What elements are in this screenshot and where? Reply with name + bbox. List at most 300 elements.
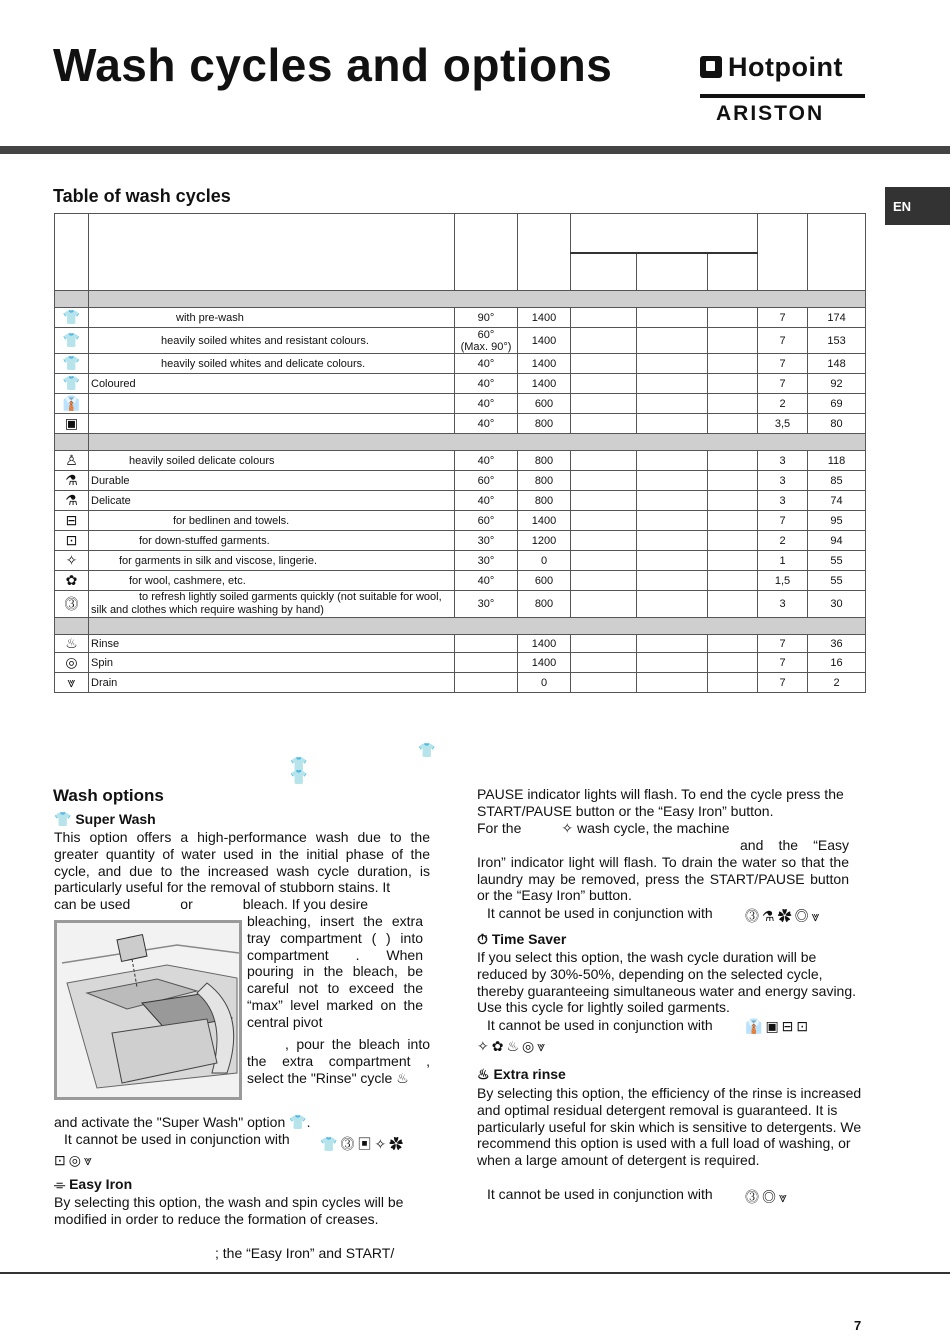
silk-icon: ✧: [561, 820, 574, 836]
max-temperature: [455, 653, 518, 673]
detergent-cell: [637, 394, 708, 414]
max-load: 7: [758, 374, 808, 394]
cycle-description-text: to refresh lightly soiled garments quickly (not suitable for wool, silk and clothes which require washing by hand): [91, 591, 442, 616]
rinse-icon: ♨: [396, 1069, 409, 1086]
header-cell: [571, 214, 758, 253]
super-wash-heading: [54, 811, 156, 827]
detergent-cell: [708, 491, 758, 511]
table-row: [55, 551, 866, 571]
detergent-cell: [571, 673, 637, 693]
cycle-description: [89, 531, 455, 551]
super-wash-text-part: , pour the bleach into the extra compartment , select the "Rinse" cycle: [247, 1036, 430, 1086]
footer-tick: [0, 1272, 8, 1274]
table-row: [55, 328, 866, 354]
cycle-description-text: heavily soiled whites and delicate colours.: [161, 357, 366, 370]
logo-mark-icon: [700, 56, 722, 78]
detergent-cell: [637, 673, 708, 693]
super-wash-label: Super Wash: [75, 811, 156, 827]
detergent-cell: [708, 414, 758, 434]
cotton-icon: 👕: [320, 1136, 341, 1152]
shirts-icon: 👔: [745, 1018, 766, 1034]
group-cell: [55, 618, 89, 635]
detergent-cell: [571, 591, 637, 618]
detergent-cell: [708, 571, 758, 591]
max-speed: 600: [518, 394, 571, 414]
detergent-cell: [571, 551, 637, 571]
drawer-drawing: [57, 923, 239, 1097]
cycle-description-text: Drain: [91, 676, 118, 689]
cycle-description-text: heavily soiled delicate colours: [129, 454, 275, 467]
cycle-description-text: for garments in silk and viscose, lingerie.: [119, 554, 318, 567]
table-row: [55, 374, 866, 394]
cycle-icon-cell: [55, 635, 89, 653]
max-load: 7: [758, 354, 808, 374]
cycle-icon-cell: [55, 308, 89, 328]
super-wash-text-part: can be used: [54, 896, 131, 912]
detergent-cell: [637, 491, 708, 511]
max-speed: 1400: [518, 511, 571, 531]
detergent-cell: [708, 451, 758, 471]
cycle-icon-cell: [55, 551, 89, 571]
cotton-icon: 👕: [62, 332, 81, 348]
detergent-cell: [708, 673, 758, 693]
easy-iron-heading: [54, 1176, 132, 1192]
max-speed: 1400: [518, 328, 571, 354]
extra-rinse-icon: ♨: [477, 1066, 490, 1082]
group-cell: [89, 618, 866, 635]
extra-rinse-label: Extra rinse: [493, 1066, 566, 1082]
express-icon: ⓷: [745, 1189, 762, 1205]
spin-icon: ◎: [68, 1152, 84, 1168]
super-wash-text-part: and activate the "Super Wash" option: [54, 1114, 286, 1130]
silk-icon: ✧: [477, 1038, 492, 1054]
detergent-cell: [571, 308, 637, 328]
detergent-cell: [637, 414, 708, 434]
wash-options-title: Wash options: [53, 786, 164, 805]
header-cell: [571, 253, 637, 291]
cycle-duration: 55: [808, 551, 866, 571]
detergent-cell: [708, 374, 758, 394]
cycle-duration: 2: [808, 673, 866, 693]
cycle-duration: 153: [808, 328, 866, 354]
max-load: 7: [758, 308, 808, 328]
page-number: 7: [854, 1318, 862, 1333]
max-load: 3: [758, 471, 808, 491]
cycle-description-text: Delicate: [91, 494, 131, 507]
detergent-cell: [637, 451, 708, 471]
cycle-duration: 30: [808, 591, 866, 618]
max-temperature: 60°: [455, 511, 518, 531]
synthetic-durable-icon: ⚗: [65, 472, 78, 488]
detergent-cell: [571, 571, 637, 591]
easy-iron-text-part: It cannot be used in conjunction with: [487, 905, 713, 921]
cycle-icon-cell: [55, 531, 89, 551]
cycle-description: [89, 571, 455, 591]
max-temperature: [455, 635, 518, 653]
drain-icon: ⩔: [779, 1189, 790, 1205]
table-row: [55, 308, 866, 328]
cycle-description: [89, 328, 455, 354]
max-load: 7: [758, 328, 808, 354]
super-wash-text: [247, 1036, 430, 1086]
table-row: [55, 414, 866, 434]
max-speed: 1400: [518, 354, 571, 374]
detergent-cell: [637, 354, 708, 374]
table-row: [55, 591, 866, 618]
wool-icon: ✿: [389, 1136, 407, 1152]
table-header-row: [55, 214, 866, 253]
super-wash-text: bleaching, insert the extra tray compartment ( ) into compartment . When pouring in the bleach, be careful not to exceed the “max” level marked on the central pivot: [247, 913, 423, 1030]
cycle-duration: 148: [808, 354, 866, 374]
header-cell: [55, 214, 89, 291]
detergent-cell: [637, 591, 708, 618]
easy-iron-text: By selecting this option, the wash and spin cycles will be modified in order to reduce the formation of creases.: [54, 1194, 404, 1227]
spin-icon: ◎: [65, 654, 78, 670]
super-wash-text-part: bleach. If you desire: [242, 896, 369, 912]
express-icon: ⓷: [340, 1136, 358, 1152]
super-wash-text-part: It cannot be used in conjunction with: [64, 1131, 290, 1147]
cycle-icon-cell: [55, 673, 89, 693]
group-cell: [55, 291, 89, 308]
duvet-icon: ⊡: [65, 532, 78, 548]
max-temperature: 40°: [455, 451, 518, 471]
max-temperature: 90°: [455, 308, 518, 328]
table-row: [55, 394, 866, 414]
super-wash-icon: 👕: [62, 309, 81, 325]
table-row: [55, 673, 866, 693]
max-speed: 800: [518, 591, 571, 618]
max-temperature: 40°: [455, 571, 518, 591]
time-saver-text: If you select this option, the wash cycle duration will be reduced by 30%-50%, depending on the selected cycle, thereby guaranteeing simultaneous water and energy saving. Use this cycle for lightly soiled garments.: [477, 949, 857, 1016]
shirts-icon: 👔: [62, 395, 81, 411]
drain-icon: ⩔: [811, 908, 823, 924]
spin-icon: ◎: [522, 1038, 538, 1054]
header-cell: [518, 214, 571, 291]
easy-iron-label: Easy Iron: [69, 1176, 133, 1192]
header-cell: [637, 253, 708, 291]
super-wash-text: and activate the "Super Wash" option 👕.: [54, 1114, 311, 1130]
wool-icon: ✿: [65, 572, 78, 588]
header-cell: [808, 214, 866, 291]
cycle-duration: 95: [808, 511, 866, 531]
cycle-description-text: for wool, cashmere, etc.: [129, 574, 246, 587]
header-cell: [89, 214, 455, 291]
cotton-icon: 👕: [418, 742, 436, 758]
easy-iron-exclusions: [745, 906, 822, 926]
cycle-description-text: Rinse: [91, 637, 120, 650]
footer-divider: [8, 1272, 950, 1274]
table-row: [55, 531, 866, 551]
table-row: [55, 471, 866, 491]
stopwatch-icon: ⏱: [477, 931, 488, 947]
detergent-cell: [571, 451, 637, 471]
table-row: [55, 354, 866, 374]
cycle-icon-cell: [55, 491, 89, 511]
detergent-cell: [571, 531, 637, 551]
detergent-cell: [637, 653, 708, 673]
easy-iron-text: [477, 820, 857, 837]
drain-icon: ⩔: [537, 1038, 549, 1054]
silk-icon: ✧: [65, 552, 78, 568]
max-load: 3: [758, 591, 808, 618]
cycle-duration: 80: [808, 414, 866, 434]
cotton-icon: 👕: [290, 769, 308, 785]
header-cell: [455, 214, 518, 291]
extra-rinse-heading: [477, 1066, 566, 1082]
max-temperature: 40°: [455, 354, 518, 374]
brand-name: Hotpoint: [728, 52, 843, 82]
language-tab-label: EN: [893, 199, 912, 214]
cycle-description: [89, 673, 455, 693]
super-wash-text: [54, 896, 434, 913]
bedlinen-icon: ⊟: [781, 1018, 797, 1034]
detergent-cell: [637, 328, 708, 354]
cycle-icon-cell: [55, 354, 89, 374]
detergent-cell: [637, 571, 708, 591]
cotton-icon: 👕: [290, 756, 308, 772]
detergent-cell: [637, 531, 708, 551]
detergent-cell: [708, 471, 758, 491]
cycle-icon-cell: [55, 571, 89, 591]
brand-subname: ARISTON: [716, 102, 825, 125]
synthetic-delicate-icon: ⚗: [65, 492, 78, 508]
super-wash-exclusions: [54, 1152, 95, 1169]
time-saver-exclusions: [477, 1038, 548, 1055]
max-load: 3: [758, 491, 808, 511]
max-load: 3,5: [758, 414, 808, 434]
max-speed: 800: [518, 451, 571, 471]
detergent-cell: [708, 591, 758, 618]
synthetic-icon: ⚗: [762, 908, 778, 924]
cycle-description: [89, 635, 455, 653]
detergent-cell: [637, 308, 708, 328]
bedlinen-icon: ⊟: [65, 512, 78, 528]
time-saver-heading: [477, 931, 566, 947]
page-title: Wash cycles and options: [53, 39, 613, 91]
detergent-cell: [571, 354, 637, 374]
table-row: [55, 571, 866, 591]
detergent-drawer-illustration: [54, 920, 242, 1100]
max-speed: 1400: [518, 635, 571, 653]
max-load: 1: [758, 551, 808, 571]
table-group-row: [55, 434, 866, 451]
max-temperature: 40°: [455, 491, 518, 511]
cycle-duration: 118: [808, 451, 866, 471]
spin-icon: ◎: [762, 1189, 779, 1205]
iron-icon: ⌯: [54, 1176, 66, 1192]
max-speed: 0: [518, 551, 571, 571]
super-wash-icon: 👕: [54, 811, 72, 827]
detergent-cell: [571, 653, 637, 673]
cycle-icon-cell: [55, 328, 89, 354]
super-wash-exclusions: [320, 1134, 406, 1154]
extra-rinse-restriction: [487, 1186, 857, 1203]
cycle-icon-cell: [55, 394, 89, 414]
max-temperature: 40°: [455, 414, 518, 434]
detergent-cell: [708, 635, 758, 653]
cycle-description-text: Spin: [91, 656, 114, 669]
detergent-cell: [571, 471, 637, 491]
detergent-cell: [571, 491, 637, 511]
wool-icon: ✿: [491, 1038, 507, 1054]
cycle-description: [89, 511, 455, 531]
detergent-cell: [708, 354, 758, 374]
detergent-cell: [708, 308, 758, 328]
table-row: [55, 635, 866, 653]
easy-iron-text-part: wash cycle, the machine: [576, 820, 730, 836]
cycle-icon-cell: [55, 653, 89, 673]
table-row: [55, 451, 866, 471]
max-speed: 0: [518, 673, 571, 693]
detergent-cell: [571, 374, 637, 394]
max-speed: 1200: [518, 531, 571, 551]
max-temperature: 30°: [455, 531, 518, 551]
cycle-description: [89, 591, 455, 618]
express-icon: ⓷: [64, 595, 79, 612]
table-group-row: [55, 291, 866, 308]
detergent-cell: [708, 511, 758, 531]
detergent-cell: [571, 414, 637, 434]
detergent-cell: [637, 511, 708, 531]
cycle-description: [89, 374, 455, 394]
cycle-description: [89, 308, 455, 328]
detergent-cell: [708, 531, 758, 551]
header-divider: [0, 146, 950, 154]
max-load: 2: [758, 531, 808, 551]
temp-value: 60°: [477, 328, 495, 341]
detergent-cell: [637, 471, 708, 491]
cycle-description-text: with pre-wash: [176, 311, 244, 324]
cycle-duration: 92: [808, 374, 866, 394]
max-temperature: 30°: [455, 591, 518, 618]
cycle-description-text: for bedlinen and towels.: [173, 514, 290, 527]
max-load: 7: [758, 635, 808, 653]
temp-max-note: (Max. 90°): [460, 340, 512, 353]
cycle-description-text: Durable: [91, 474, 130, 487]
detergent-cell: [637, 374, 708, 394]
table-title: Table of wash cycles: [53, 186, 231, 206]
cycle-description: [89, 394, 455, 414]
max-speed: 1400: [518, 374, 571, 394]
extra-rinse-text-part: It cannot be used in conjunction with: [487, 1186, 713, 1202]
cycle-duration: 94: [808, 531, 866, 551]
detergent-cell: [708, 551, 758, 571]
max-temperature: 60°: [455, 471, 518, 491]
spin-icon: ◎: [794, 908, 812, 924]
cycle-duration: 85: [808, 471, 866, 491]
cotton-icon: 👕: [62, 355, 81, 371]
max-temperature: 40°: [455, 394, 518, 414]
detergent-cell: [571, 635, 637, 653]
max-load: 7: [758, 511, 808, 531]
max-temperature: 40°: [455, 374, 518, 394]
easy-iron-text: PAUSE indicator lights will flash. To end the cycle press the START/PAUSE button or the “Easy Iron” button.: [477, 786, 844, 819]
mix-icon: ▣: [357, 1136, 375, 1152]
duvet-icon: ⊡: [796, 1018, 812, 1034]
coloured-icon: 👕: [62, 375, 81, 391]
max-speed: 1400: [518, 308, 571, 328]
dark-icon: ♙: [65, 452, 78, 468]
max-load: 7: [758, 673, 808, 693]
cycle-duration: 69: [808, 394, 866, 414]
super-wash-text: This option offers a high-performance wash due to the greater quantity of water used in the initial phase of the cycle, and due to the increased wash cycle duration, is particularly useful for the removal of stubborn stains. It: [54, 829, 430, 896]
mix-icon: ▣: [765, 1018, 782, 1034]
table-row: [55, 511, 866, 531]
cycle-description: [89, 414, 455, 434]
max-temperature: [455, 673, 518, 693]
detergent-cell: [571, 511, 637, 531]
easy-iron-text: and the “Easy Iron” indicator light will flash. To drain the water so that the laundry may be removed, press the START/PAUSE button or the “Easy Iron” button.: [477, 837, 849, 904]
detergent-cell: [637, 635, 708, 653]
wool-icon: ✿: [777, 908, 795, 924]
header-cell: [708, 253, 758, 291]
cycle-description: [89, 491, 455, 511]
extra-rinse-text: By selecting this option, the efficiency of the rinse is increased and optimal residual detergent removal is guaranteed. It is particularly useful for skin which is sensitive to detergents. We recommend this option is used with a full load of washing, or when a large amount of detergent is required.: [477, 1085, 862, 1169]
mix-icon: ▣: [64, 415, 79, 431]
cycle-description: [89, 354, 455, 374]
table-row: [55, 491, 866, 511]
extra-rinse-exclusions: [745, 1187, 790, 1207]
easy-iron-text: ; the “Easy Iron” and START/: [215, 1245, 395, 1261]
cycle-description: [89, 471, 455, 491]
max-speed: 800: [518, 414, 571, 434]
detergent-cell: [708, 653, 758, 673]
rinse-icon: ♨: [506, 1038, 523, 1054]
max-speed: 800: [518, 471, 571, 491]
cycle-icon-cell: [55, 511, 89, 531]
cycle-icon-cell: [55, 471, 89, 491]
cycle-icon-cell: [55, 374, 89, 394]
logo-divider: [700, 94, 865, 98]
cycle-duration: 74: [808, 491, 866, 511]
drain-icon: ⩔: [67, 674, 76, 690]
super-wash-icon: 👕: [289, 1114, 307, 1130]
max-speed: 1400: [518, 653, 571, 673]
language-tab: [885, 187, 950, 225]
time-saver-text-part: It cannot be used in conjunction with: [487, 1017, 713, 1033]
cycle-duration: 55: [808, 571, 866, 591]
time-saver-label: Time Saver: [491, 931, 567, 947]
super-wash-text-part: or: [180, 896, 193, 912]
detergent-cell: [708, 328, 758, 354]
cycle-duration: 174: [808, 308, 866, 328]
cycle-duration: 16: [808, 653, 866, 673]
cycle-description: [89, 451, 455, 471]
cycle-description-text: heavily soiled whites and resistant colours.: [161, 334, 369, 347]
time-saver-exclusions: [745, 1018, 811, 1035]
cycle-icon-cell: [55, 414, 89, 434]
detergent-cell: [637, 551, 708, 571]
cycle-duration: 36: [808, 635, 866, 653]
cycle-description: [89, 551, 455, 571]
cycle-description-text: for down-stuffed garments.: [139, 534, 270, 547]
max-load: 3: [758, 451, 808, 471]
detergent-cell: [708, 394, 758, 414]
group-cell: [89, 434, 866, 451]
group-cell: [55, 434, 89, 451]
max-speed: 600: [518, 571, 571, 591]
cycle-icon-cell: [55, 451, 89, 471]
max-temperature: 30°: [455, 551, 518, 571]
cycle-icon-cell: [55, 591, 89, 618]
max-temperature: [455, 328, 518, 354]
wash-cycles-table: [54, 213, 866, 693]
max-speed: 800: [518, 491, 571, 511]
max-load: 1,5: [758, 571, 808, 591]
table-group-row: [55, 618, 866, 635]
group-cell: [89, 291, 866, 308]
cycle-description: [89, 653, 455, 673]
